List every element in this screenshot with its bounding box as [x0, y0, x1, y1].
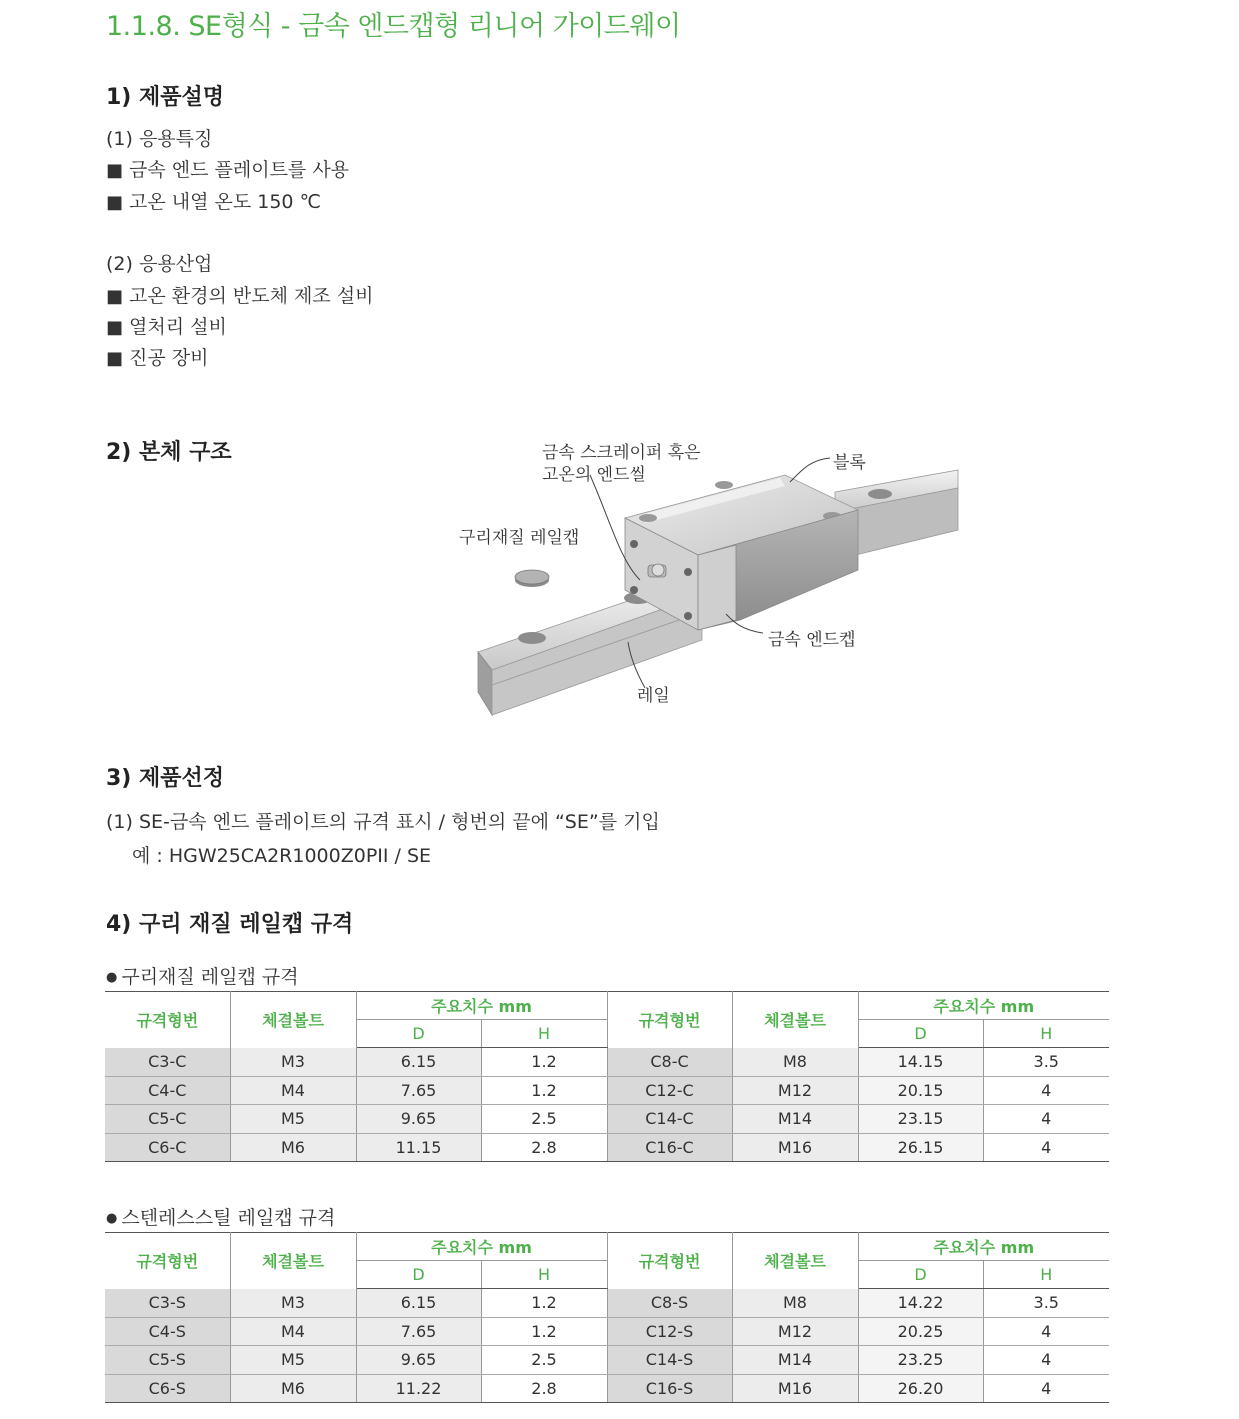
copper-railcap-table — [105, 991, 1109, 1162]
table-row — [105, 1076, 1109, 1105]
table-caption-stainless: ● 스텐레스스틸 레일캡 규격 — [106, 1203, 335, 1230]
cell-bolt: M8 — [732, 1048, 858, 1077]
cell-h: 4 — [983, 1346, 1109, 1375]
cell-model: C3-S — [105, 1289, 230, 1318]
stainless-railcap-table — [105, 1232, 1109, 1403]
cell-h: 3.5 — [983, 1289, 1109, 1318]
cell-bolt: M16 — [732, 1133, 858, 1162]
cell-model: C14-C — [607, 1105, 732, 1134]
header-h: H — [983, 1020, 1109, 1048]
cell-h: 3.5 — [983, 1048, 1109, 1077]
cell-d: 11.15 — [356, 1133, 481, 1162]
header-model: 규격형번 — [607, 992, 732, 1048]
label-end-cap: 금속 엔드켑 — [768, 630, 856, 650]
selection-example: 예 : HGW25CA2R1000Z0PII / SE — [132, 845, 432, 867]
cell-bolt: M5 — [230, 1346, 356, 1375]
cell-model: C6-S — [105, 1374, 230, 1403]
page-title: 1.1.8. SE형식 - 금속 엔드캡형 리니어 가이드웨이 — [106, 11, 681, 42]
cell-bolt: M6 — [230, 1374, 356, 1403]
section-heading-description: 1) 제품설명 — [106, 85, 225, 110]
industry-item: ■ 진공 장비 — [106, 343, 208, 370]
cell-d: 14.22 — [858, 1289, 983, 1318]
table-row — [105, 1048, 1109, 1077]
feature-item: ■ 금속 엔드 플레이트를 사용 — [106, 155, 349, 182]
header-bolt: 체결볼트 — [732, 1233, 858, 1289]
table-caption-copper: ● 구리재질 레일캡 규격 — [106, 962, 299, 989]
cell-model: C12-C — [607, 1076, 732, 1105]
linear-guide-illustration — [440, 430, 980, 730]
cell-bolt: M14 — [732, 1105, 858, 1134]
table-row — [105, 1289, 1109, 1318]
cell-d: 23.25 — [858, 1346, 983, 1375]
cell-h: 4 — [983, 1133, 1109, 1162]
cell-bolt: M4 — [230, 1076, 356, 1105]
cell-bolt: M8 — [732, 1289, 858, 1318]
cell-d: 11.22 — [356, 1374, 481, 1403]
cell-d: 6.15 — [356, 1289, 481, 1318]
cell-bolt: M14 — [732, 1346, 858, 1375]
section-heading-structure: 2) 본체 구조 — [106, 440, 232, 465]
cell-bolt: M16 — [732, 1374, 858, 1403]
header-dimension: 주요치수 mm — [356, 1233, 607, 1261]
cell-model: C3-C — [105, 1048, 230, 1077]
cell-bolt: M3 — [230, 1048, 356, 1077]
cell-bolt: M12 — [732, 1317, 858, 1346]
cell-d: 26.15 — [858, 1133, 983, 1162]
cell-d: 6.15 — [356, 1048, 481, 1077]
label-rail-cap: 구리재질 레일캡 — [459, 528, 580, 548]
header-dimension: 주요치수 mm — [858, 992, 1109, 1020]
subheading-features: (1) 응용특징 — [106, 128, 213, 150]
cell-h: 2.8 — [481, 1133, 607, 1162]
header-h: H — [983, 1261, 1109, 1289]
header-d: D — [356, 1020, 481, 1048]
selection-line: (1) SE-금속 엔드 플레이트의 규격 표시 / 형번의 끝에 “SE”를 기입 — [106, 811, 660, 833]
section-heading-selection: 3) 제품선정 — [106, 766, 225, 791]
header-model: 규격형번 — [607, 1233, 732, 1289]
header-bolt: 체결볼트 — [732, 992, 858, 1048]
table-row — [105, 1317, 1109, 1346]
industry-item: ■ 고온 환경의 반도체 제조 설비 — [106, 281, 373, 308]
cell-model: C8-S — [607, 1289, 732, 1318]
cell-h: 1.2 — [481, 1048, 607, 1077]
cell-bolt: M3 — [230, 1289, 356, 1318]
header-h: H — [481, 1261, 607, 1289]
cell-d: 23.15 — [858, 1105, 983, 1134]
label-rail: 레일 — [637, 686, 670, 706]
cell-d: 7.65 — [356, 1076, 481, 1105]
cell-model: C4-C — [105, 1076, 230, 1105]
cell-model: C5-C — [105, 1105, 230, 1134]
cell-h: 4 — [983, 1374, 1109, 1403]
cell-h: 4 — [983, 1317, 1109, 1346]
cell-model: C16-S — [607, 1374, 732, 1403]
cell-h: 1.2 — [481, 1317, 607, 1346]
header-model: 규격형번 — [105, 992, 230, 1048]
cell-model: C6-C — [105, 1133, 230, 1162]
cell-h: 4 — [983, 1076, 1109, 1105]
cell-d: 26.20 — [858, 1374, 983, 1403]
cell-bolt: M6 — [230, 1133, 356, 1162]
cell-model: C5-S — [105, 1346, 230, 1375]
header-bolt: 체결볼트 — [230, 992, 356, 1048]
header-d: D — [858, 1261, 983, 1289]
table-row — [105, 1105, 1109, 1134]
cell-d: 9.65 — [356, 1346, 481, 1375]
cell-model: C12-S — [607, 1317, 732, 1346]
cell-h: 1.2 — [481, 1289, 607, 1318]
section-heading-railcap-spec: 4) 구리 재질 레일캡 규격 — [106, 912, 354, 937]
table-row — [105, 1133, 1109, 1162]
cell-model: C8-C — [607, 1048, 732, 1077]
cell-h: 1.2 — [481, 1076, 607, 1105]
cell-h: 2.8 — [481, 1374, 607, 1403]
header-dimension: 주요치수 mm — [858, 1233, 1109, 1261]
cell-model: C14-S — [607, 1346, 732, 1375]
header-dimension: 주요치수 mm — [356, 992, 607, 1020]
label-scraper-line2: 고온의 엔드씰 — [542, 465, 646, 485]
cell-h: 4 — [983, 1105, 1109, 1134]
cell-bolt: M5 — [230, 1105, 356, 1134]
cell-d: 9.65 — [356, 1105, 481, 1134]
cell-bolt: M4 — [230, 1317, 356, 1346]
feature-item: ■ 고온 내열 온도 150 ℃ — [106, 187, 321, 214]
cell-d: 20.25 — [858, 1317, 983, 1346]
label-scraper-line1: 금속 스크레이퍼 혹은 — [542, 443, 701, 463]
cell-bolt: M12 — [732, 1076, 858, 1105]
table-row — [105, 1374, 1109, 1403]
header-model: 규격형번 — [105, 1233, 230, 1289]
cell-model: C4-S — [105, 1317, 230, 1346]
cell-d: 7.65 — [356, 1317, 481, 1346]
cell-d: 20.15 — [858, 1076, 983, 1105]
header-h: H — [481, 1020, 607, 1048]
subheading-industries: (2) 응용산업 — [106, 253, 213, 275]
header-bolt: 체결볼트 — [230, 1233, 356, 1289]
cell-h: 2.5 — [481, 1346, 607, 1375]
header-d: D — [356, 1261, 481, 1289]
industry-item: ■ 열처리 설비 — [106, 312, 227, 339]
cell-h: 2.5 — [481, 1105, 607, 1134]
cell-model: C16-C — [607, 1133, 732, 1162]
label-block: 블록 — [833, 453, 866, 473]
header-d: D — [858, 1020, 983, 1048]
table-row — [105, 1346, 1109, 1375]
cell-d: 14.15 — [858, 1048, 983, 1077]
